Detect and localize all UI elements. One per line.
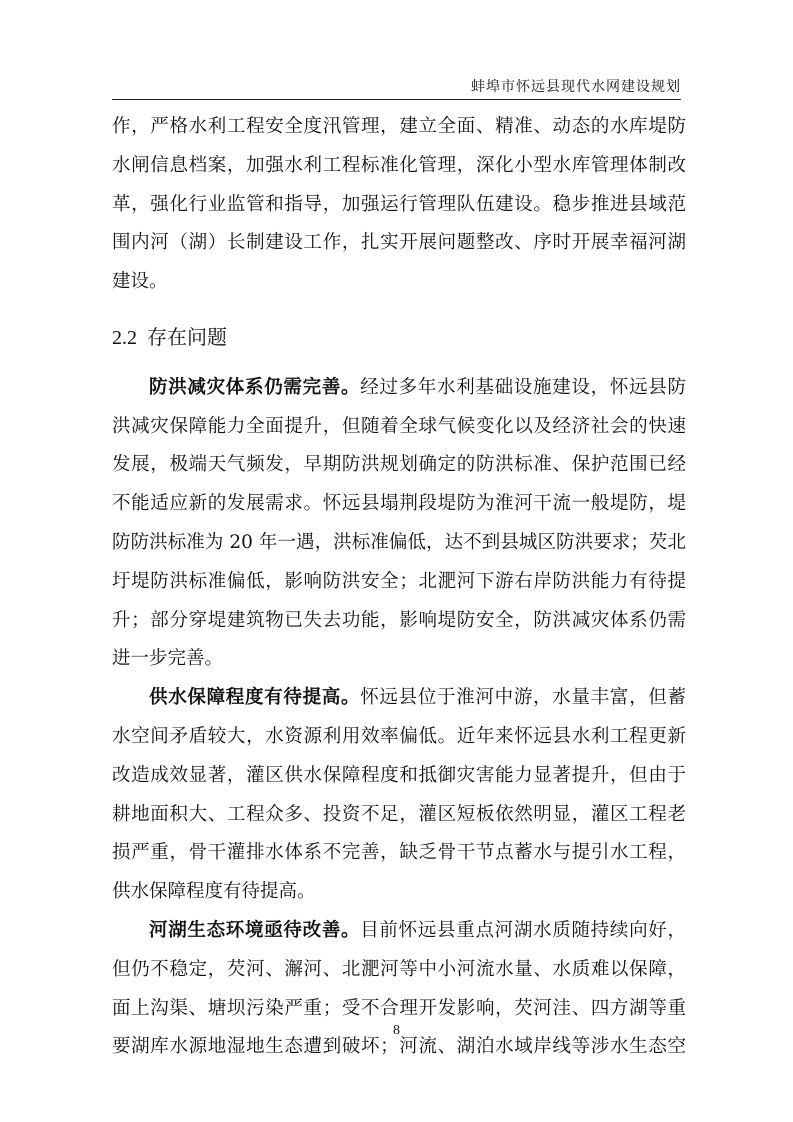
- text-line: 水空间矛盾较大，水资源利用效率偏低。近年来怀远县水利工程更新: [112, 725, 686, 747]
- section-number: 2.2: [112, 326, 137, 349]
- text-line: 革，强化行业监管和指导，加强运行管理队伍建设。稳步推进县域范: [112, 193, 686, 215]
- paragraph-lead: 供水保障程度有待提高。: [149, 687, 361, 709]
- text-line: 面上沟渠、塘坝污染严重；受不合理开发影响，芡河洼、四方湖等重: [112, 997, 686, 1019]
- text-line: 进一步完善。: [112, 648, 224, 670]
- section-title: 存在问题: [147, 324, 227, 349]
- body-text: [112, 108, 686, 1067]
- text-line: 发展，极端天气频发，早期防洪规划确定的防洪标准、保护范围已经: [112, 454, 686, 476]
- text-line: 围内河（湖）长制建设工作，扎实开展问题整改、序时开展幸福河湖: [112, 232, 686, 254]
- paragraph-first-line: [112, 369, 686, 408]
- text-line: 改造成效显著，灌区供水保障程度和抵御灾害能力显著提升，但由于: [112, 764, 686, 786]
- paragraph-lead: 河湖生态环境亟待改善。: [149, 919, 361, 941]
- text-line: 圩堤防洪标准偏低，影响防洪安全；北淝河下游右岸防洪能力有待提: [112, 570, 686, 592]
- paragraph-text: 怀远县位于淮河中游，水量丰富，但蓄: [360, 687, 686, 709]
- text-line: 损严重，骨干灌排水体系不完善，缺乏骨干节点蓄水与提引水工程，: [112, 842, 686, 864]
- paragraph-lead: 防洪减灾体系仍需完善。: [149, 376, 361, 398]
- paragraph-first-line: [112, 679, 686, 718]
- running-header: 蚌埠市怀远县现代水网建设规划: [471, 79, 681, 95]
- text-line: 耕地面积大、工程众多、投资不足，灌区短板依然明显，灌区工程老: [112, 803, 686, 825]
- text-line: 要湖库水源地湿地生态遭到破坏；河流、湖泊水域岸线等涉水生态空: [112, 1036, 686, 1058]
- paragraph-text: 目前怀远县重点河湖水质随持续向好，: [360, 919, 686, 941]
- section-heading: [112, 318, 686, 357]
- header-rule: [112, 99, 681, 100]
- text-line: 水闸信息档案，加强水利工程标准化管理，深化小型水库管理体制改: [112, 154, 686, 176]
- text-line: 建设。: [112, 271, 168, 293]
- text-line: 防防洪标准为 20 年一遇，洪标准偏低，达不到县城区防洪要求；芡北: [112, 531, 686, 553]
- text-line: 升；部分穿堤建筑物已失去功能，影响堤防安全，防洪减灾体系仍需: [112, 609, 686, 631]
- paragraph-text: 经过多年水利基础设施建设，怀远县防: [360, 376, 686, 398]
- text-line: 不能适应新的发展需求。怀远县塌荆段堤防为淮河干流一般堤防，堤: [112, 493, 686, 515]
- page-number: 8: [393, 1023, 400, 1038]
- text-line: 但仍不稳定，芡河、澥河、北淝河等中小河流水量、水质难以保障，: [112, 958, 686, 980]
- text-line: 作，严格水利工程安全度汛管理，建立全面、精准、动态的水库堤防: [112, 116, 686, 137]
- paragraph-first-line: [112, 912, 686, 951]
- text-line: 洪减灾保障能力全面提升，但随着全球气候变化以及经济社会的快速: [112, 415, 686, 437]
- text-line: 供水保障程度有待提高。: [112, 881, 316, 903]
